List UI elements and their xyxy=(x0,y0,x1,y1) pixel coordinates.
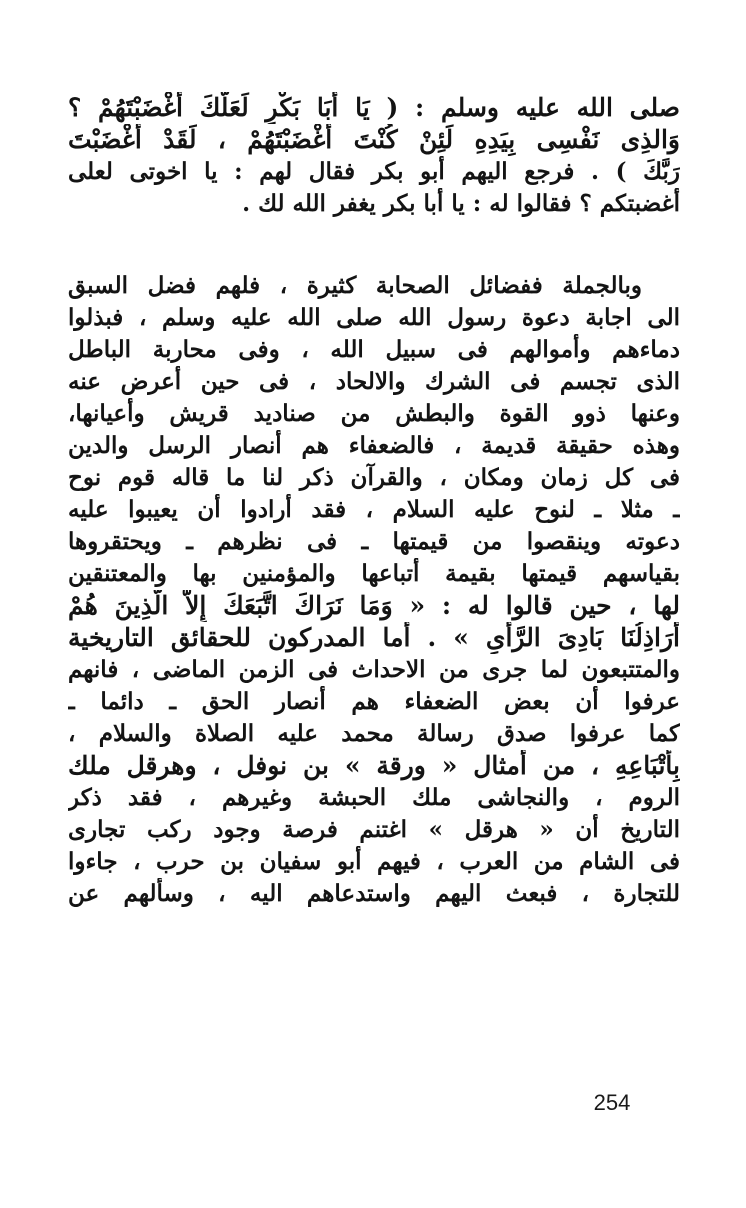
page-number: 254 xyxy=(593,1090,631,1115)
text-line: أغضبتكم ؟ فقالوا له : يا أبا بكر يغفر الله لك . xyxy=(242,190,680,217)
text-line: التاريخ أن « هرقل » اغتنم فرصة وجود ركب تجارى xyxy=(68,816,680,843)
text-line: لها ، حين قالوا له : « وَمَا نَرَاكَ اتَّبَعَكَ إِلاَّ الَّذِينَ هُمْ xyxy=(68,591,680,620)
text-line: وبالجملة ففضائل الصحابة كثيرة ، فلهم فضل السبق xyxy=(68,272,642,299)
text-line: أَرَاذِلُنَا بَادِىَ الرَّأْىِ » . أما المدركون للحقائق التاريخية xyxy=(68,623,680,652)
text-line: الى اجابة دعوة رسول الله صلى الله عليه وسلم ، فبذلوا xyxy=(68,304,680,331)
text-line: الذى تجسم فى الشرك والالحاد ، فى حين أعرض عنه xyxy=(68,368,680,395)
text-line: للتجارة ، فبعث اليهم واستدعاهم اليه ، وسألهم عن xyxy=(68,880,680,907)
text-line: فى كل زمان ومكان ، والقرآن ذكر لنا ما قاله قوم نوح xyxy=(68,464,680,491)
text-line: رَبَّكَ ) . فرجع اليهم أبو بكر فقال لهم : يا اخوتى لعلى xyxy=(68,158,680,185)
text-line: كما عرفوا صدق رسالة محمد عليه الصلاة والسلام ، xyxy=(68,720,680,747)
paragraph-2 xyxy=(68,270,680,910)
text-line: والمتتبعون لما جرى من الاحداث فى الزمن الماضى ، فانهم xyxy=(68,656,680,683)
text-line: الروم ، والنجاشى ملك الحبشة وغيرهم ، فقد ذكر xyxy=(68,784,680,811)
text-line: وعنها ذوو القوة والبطش من صناديد قريش وأعيانها، xyxy=(68,400,680,427)
text-line: عرفوا أن بعض الضعفاء هم أنصار الحق ـ دائما ـ xyxy=(68,688,680,715)
text-line: بِأَتْبَاعِهِ ، من أمثال « ورقة » بن نوفل ، وهرقل ملك xyxy=(68,751,680,780)
text-line: وهذه حقيقة قديمة ، فالضعفاء هم أنصار الرسل والدين xyxy=(68,432,680,459)
text-line: فى الشام من العرب ، فيهم أبو سفيان بن حرب ، جاءوا xyxy=(68,848,680,875)
paragraph-1 xyxy=(68,92,680,220)
text-line: وَالذِى نَفْسِى بِيَدِهِ لَئِنْ كُنْتَ أَغْضَبْتَهُمْ ، لَقَدْ أَغْضَبْتَ xyxy=(68,125,680,154)
text-line: بقياسهم قيمتها بقيمة أتباعها والمؤمنين بها والمعتنقين xyxy=(68,560,680,587)
text-line: صلى الله عليه وسلم : ( يَا أَبَا بَكْرٍ لَعَلَّكَ أَغْضَبْتَهُمْ ؟ xyxy=(68,93,680,122)
text-line: دماءهم وأموالهم فى سبيل الله ، وفى محاربة الباطل xyxy=(68,336,680,363)
text-line: دعوته وينقصوا من قيمتها ـ فى نظرهم ـ ويحتقروها xyxy=(68,528,680,555)
text-line: ـ مثلا ـ لنوح عليه السلام ، فقد أرادوا أن يعيبوا عليه xyxy=(68,496,680,523)
